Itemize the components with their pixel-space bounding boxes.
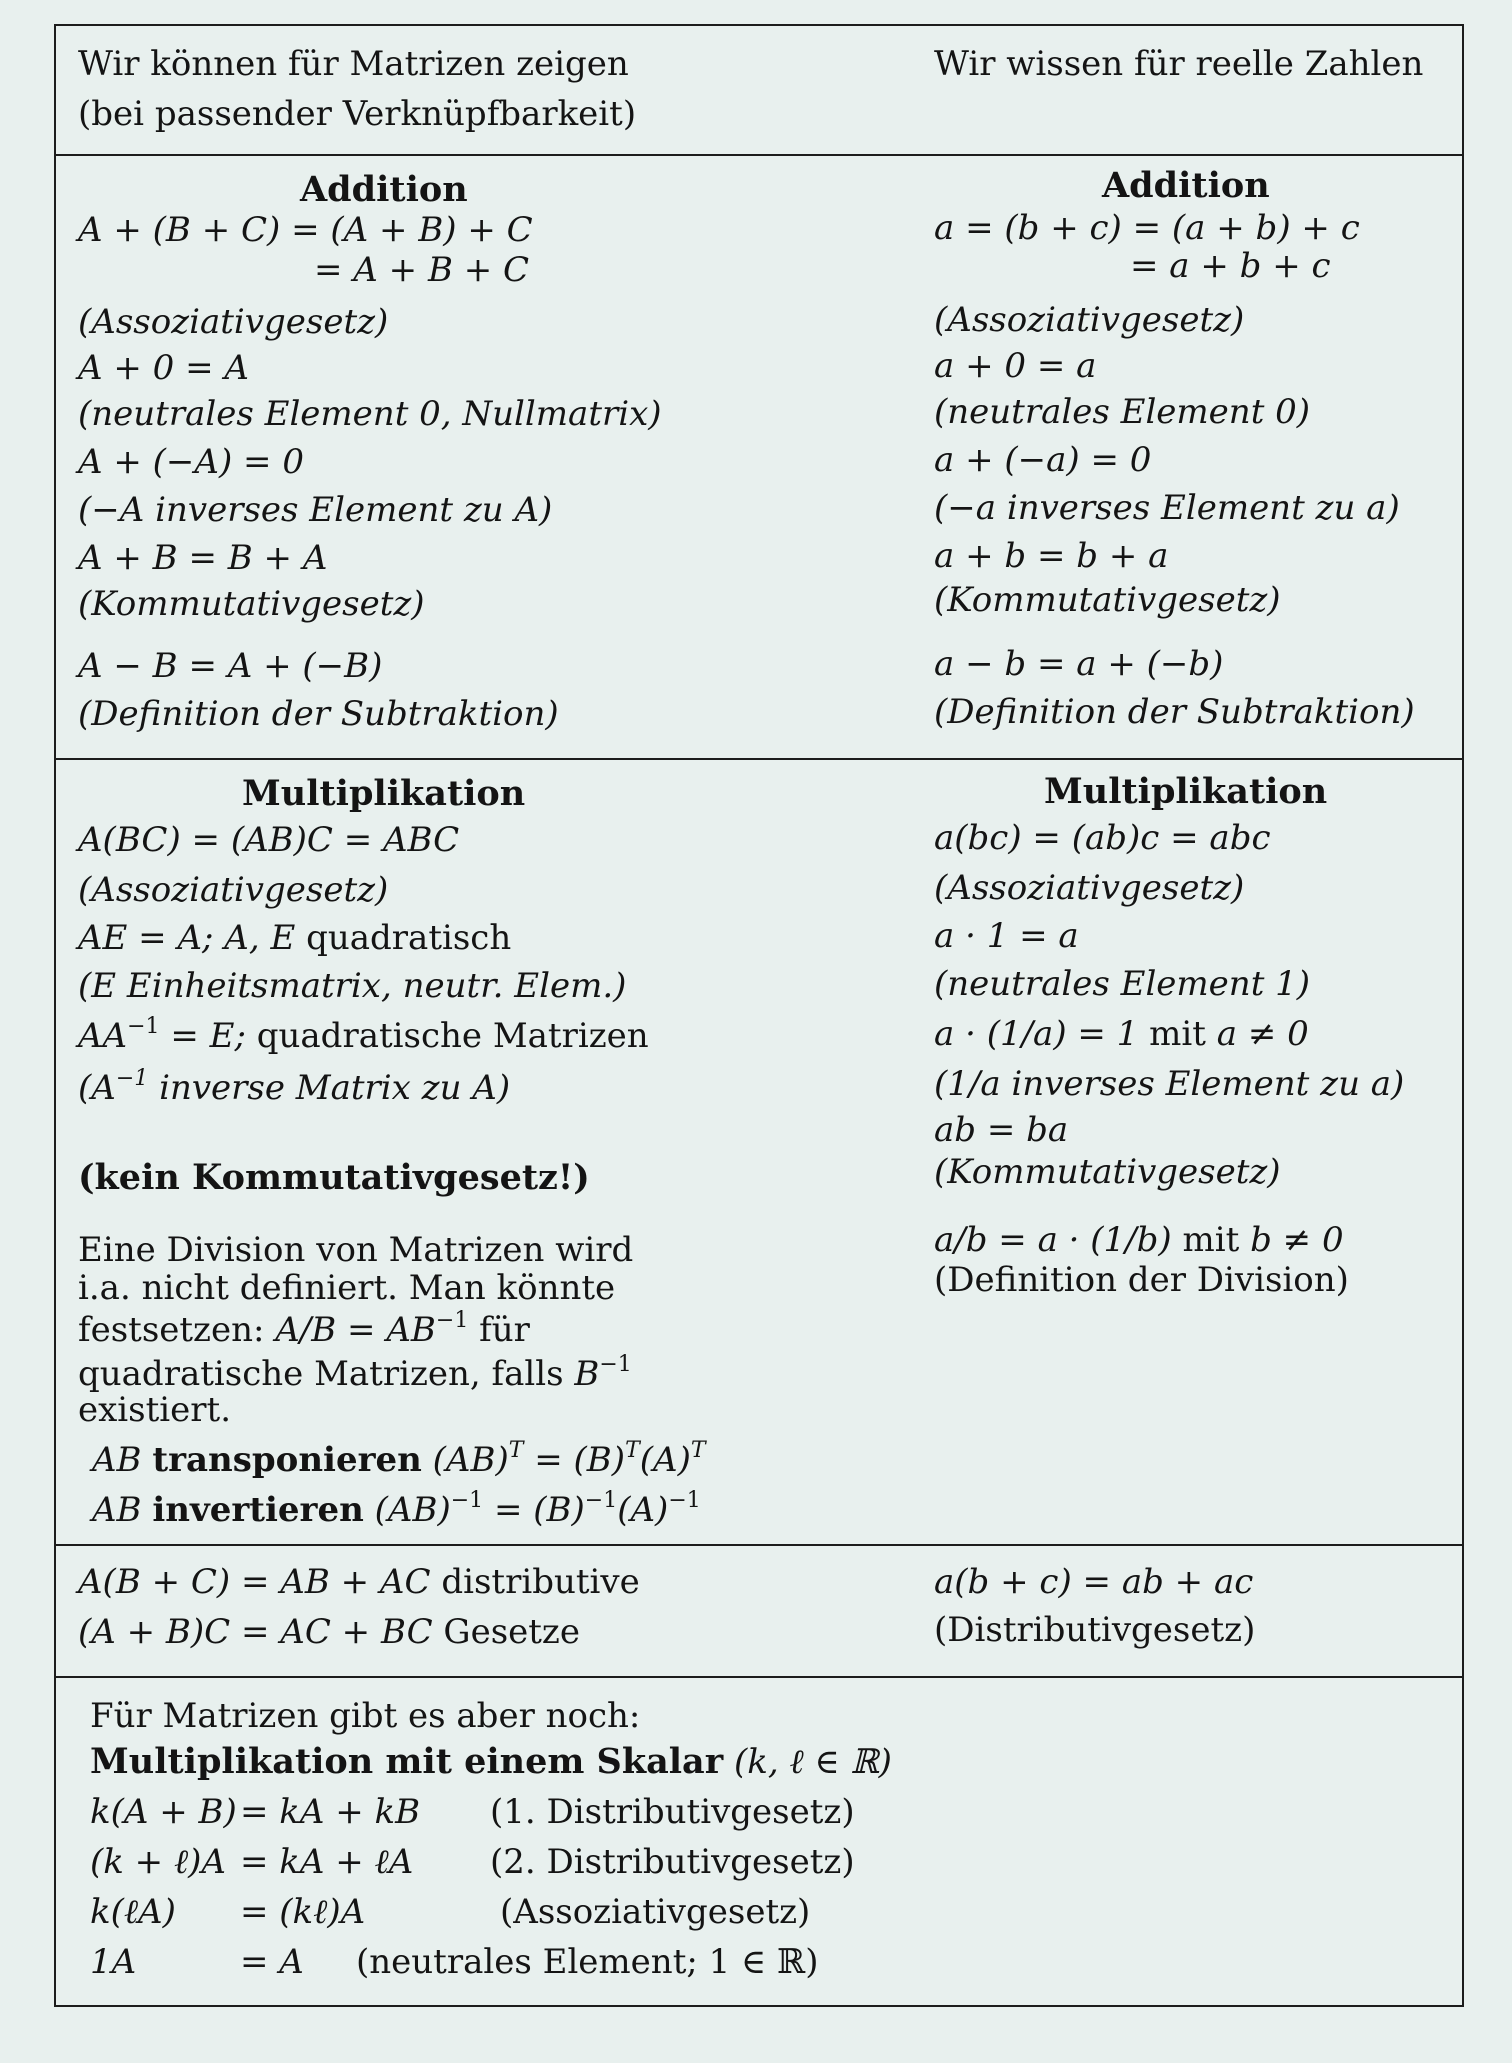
transpose-lhs: (AB): [432, 1440, 509, 1480]
scalar-row-2-lhs: (k + ℓ)A: [90, 1842, 226, 1882]
scalar-row-4-label: (neutrales Element; 1 ∈ ℝ): [356, 1942, 819, 1982]
add-left-subtract-label: (Definition der Subtraktion): [78, 694, 559, 734]
transpose-end: (A): [639, 1440, 691, 1480]
scalar-heading-vars: (k, ℓ ∈ ℝ): [734, 1742, 892, 1782]
add-right-inverse-label: (−a inverses Element zu a): [934, 488, 1400, 528]
mult-left-neutral-label: (E Einheitsmatrix, neutr. Elem.): [78, 966, 627, 1006]
intro-left-1: Wir können für Matrizen zeigen: [78, 44, 629, 84]
dist-left-1-eq: A(B + C) = AB + AC: [78, 1562, 431, 1602]
mult-left-transpose: [92, 1437, 706, 1480]
mult-left-no-commutative: (kein Kommutativgesetz!): [78, 1157, 590, 1198]
add-right-neutral-label: (neutrales Element 0): [934, 392, 1311, 432]
scalar-row-4: [90, 1942, 819, 1982]
mult-right-inverse-eq: a · (1/a) = 1: [934, 1014, 1139, 1054]
mult-right-division-label: (Definition der Division): [934, 1260, 1349, 1300]
add-left-commute: A + B = B + A: [78, 538, 328, 578]
mult-left-division-3-text: festsetzen:: [78, 1310, 265, 1350]
add-left-inverse: A + (−A) = 0: [78, 442, 304, 482]
mult-right-neutral-label: (neutrales Element 1): [934, 964, 1311, 1004]
addition-section: [56, 154, 1462, 758]
mult-left-division-4-text: quadratische Matrizen, falls: [78, 1354, 564, 1394]
scalar-section: [56, 1676, 1462, 2009]
mult-right-division-cond: b ≠ 0: [1250, 1220, 1344, 1260]
scalar-row-1-label: (1. Distributivgesetz): [490, 1792, 855, 1832]
add-left-commute-label: (Kommutativgesetz): [78, 584, 425, 624]
mult-left-invert: [92, 1487, 701, 1530]
add-right-inverse: a + (−a) = 0: [934, 440, 1152, 480]
dist-right-1: a(b + c) = ab + ac: [934, 1562, 1254, 1602]
mult-right-commute-label: (Kommutativgesetz): [934, 1152, 1281, 1192]
dist-left-1: [78, 1562, 640, 1602]
invert-var: AB: [92, 1490, 142, 1530]
invert-exp-3: −1: [668, 1487, 701, 1513]
mult-left-assoc: A(BC) = (AB)C = ABC: [78, 820, 460, 860]
mult-right-assoc-label: (Assoziativgesetz): [934, 868, 1245, 908]
mult-right-division: [934, 1220, 1344, 1260]
add-right-assoc: a = (b + c) = (a + b) + c: [934, 208, 1360, 248]
mult-left-inverse: [78, 1013, 649, 1056]
mult-left-inv-label-exp: −1: [115, 1065, 149, 1091]
dist-left-2-word: Gesetze: [443, 1612, 580, 1652]
mult-left-inverse-base: AA: [78, 1016, 128, 1056]
mult-right-assoc: a(bc) = (ab)c = abc: [934, 818, 1271, 858]
invert-word: invertieren: [152, 1490, 364, 1530]
add-right-assoc-2: = a + b + c: [1130, 246, 1331, 286]
mult-right-neutral: a · 1 = a: [934, 916, 1079, 956]
scalar-row-4-lhs: 1A: [90, 1942, 137, 1982]
mult-right-inverse: [934, 1014, 1309, 1054]
invert-exp-1: −1: [450, 1487, 484, 1513]
multiplication-section: [56, 758, 1462, 1544]
add-right-assoc-label: (Assoziativgesetz): [934, 300, 1245, 340]
scalar-row-3-rhs: = (kℓ)A: [240, 1892, 366, 1932]
add-right-neutral: a + 0 = a: [934, 346, 1097, 386]
mult-left-neutral: [78, 918, 511, 958]
mult-left-division-2: i.a. nicht definiert. Man könnte: [78, 1268, 616, 1308]
add-left-assoc-label: (Assoziativgesetz): [78, 302, 389, 342]
scalar-row-3: [90, 1892, 810, 1932]
mult-left-division-3-tail: für: [479, 1310, 530, 1350]
mult-left-inverse-tail: quadratische Matrizen: [256, 1016, 649, 1056]
mult-left-division-3-exp: −1: [435, 1307, 469, 1333]
scalar-row-1-lhs: k(A + B): [90, 1792, 237, 1832]
scalar-heading-text: Multiplikation mit einem Skalar: [90, 1741, 724, 1782]
add-right-subtract-label: (Definition der Subtraktion): [934, 692, 1415, 732]
transpose-mid: = (B): [523, 1440, 626, 1480]
mult-left-division-4-exp: −1: [599, 1351, 632, 1377]
mult-left-division-1: Eine Division von Matrizen wird: [78, 1230, 634, 1270]
dist-left-2-eq: (A + B)C = AC + BC: [78, 1612, 433, 1652]
mult-right-heading: Multiplikation: [1044, 771, 1328, 812]
intro-right: Wir wissen für reelle Zahlen: [934, 44, 1424, 84]
transpose-word: transponieren: [152, 1440, 422, 1480]
mult-left-neutral-tail: quadratisch: [306, 918, 512, 958]
invert-exp-2: −1: [584, 1487, 618, 1513]
mult-left-division-5: existiert.: [78, 1390, 231, 1430]
scalar-row-1: [90, 1792, 855, 1832]
scalar-row-3-lhs: k(ℓA): [90, 1892, 176, 1932]
mult-left-assoc-label: (Assoziativgesetz): [78, 870, 389, 910]
scalar-row-1-rhs: = kA + kB: [240, 1792, 421, 1832]
mult-right-inverse-label: (1/a inverses Element zu a): [934, 1064, 1405, 1104]
add-left-assoc: A + (B + C) = (A + B) + C: [78, 210, 533, 250]
mult-right-commute: ab = ba: [934, 1110, 1069, 1150]
add-right-commute-label: (Kommutativgesetz): [934, 580, 1281, 620]
mult-left-inv-label-open: (A: [78, 1068, 116, 1108]
invert-end: (A): [617, 1490, 669, 1530]
transpose-exp-2: T: [625, 1437, 640, 1463]
mult-left-division-3: [78, 1307, 530, 1350]
add-right-subtract: a − b = a + (−b): [934, 644, 1224, 684]
invert-mid: = (B): [483, 1490, 585, 1530]
transpose-exp-1: T: [508, 1437, 524, 1463]
mult-right-division-eq: a/b = a · (1/b): [934, 1220, 1172, 1260]
scalar-row-4-rhs: = A: [240, 1942, 304, 1982]
addition-left-heading: Addition: [300, 169, 468, 210]
invert-lhs: (AB): [374, 1490, 451, 1530]
scalar-row-2-label: (2. Distributivgesetz): [490, 1842, 855, 1882]
mult-left-division-4-eq: B: [574, 1354, 600, 1394]
distributive-section: [56, 1544, 1462, 1676]
scalar-heading: [90, 1742, 892, 1782]
add-left-neutral-label: (neutrales Element 0, Nullmatrix): [78, 394, 662, 434]
add-left-neutral: A + 0 = A: [78, 348, 249, 388]
intro-left-2: (bei passender Verknüpfbarkeit): [78, 94, 637, 134]
mult-left-neutral-eq: AE = A; A, E: [78, 918, 296, 958]
mult-right-inverse-mit: mit: [1149, 1014, 1206, 1054]
dist-right-2: (Distributivgesetz): [934, 1610, 1256, 1650]
rules-table: [54, 24, 1464, 2007]
scalar-intro: Für Matrizen gibt es aber noch:: [90, 1696, 641, 1736]
transpose-var: AB: [92, 1440, 142, 1480]
mult-left-inverse-rest: = E;: [159, 1016, 246, 1056]
mult-left-inverse-exp: −1: [127, 1013, 160, 1039]
add-left-inverse-label: (−A inverses Element zu A): [78, 490, 553, 530]
transpose-exp-3: T: [690, 1437, 706, 1463]
addition-right-heading: Addition: [1102, 165, 1270, 206]
mult-left-heading: Multiplikation: [242, 773, 526, 814]
intro-section: [56, 26, 1462, 154]
mult-right-division-mit: mit: [1182, 1220, 1240, 1260]
add-left-assoc-2: = A + B + C: [314, 250, 530, 290]
mult-left-division-3-eq: A/B = AB: [275, 1310, 436, 1350]
mult-left-division-4: [78, 1351, 632, 1394]
scalar-row-2-rhs: = kA + ℓA: [240, 1842, 414, 1882]
add-left-subtract: A − B = A + (−B): [78, 646, 383, 686]
mult-left-inverse-label: [78, 1065, 511, 1108]
scalar-row-2: [90, 1842, 855, 1882]
mult-left-inv-label-rest: inverse Matrix zu A): [148, 1068, 511, 1108]
add-right-commute: a + b = b + a: [934, 536, 1169, 576]
mult-right-inverse-cond: a ≠ 0: [1216, 1014, 1309, 1054]
dist-left-2: [78, 1612, 580, 1652]
dist-left-1-word: distributive: [441, 1562, 640, 1602]
scalar-row-3-label: (Assoziativgesetz): [500, 1892, 811, 1932]
